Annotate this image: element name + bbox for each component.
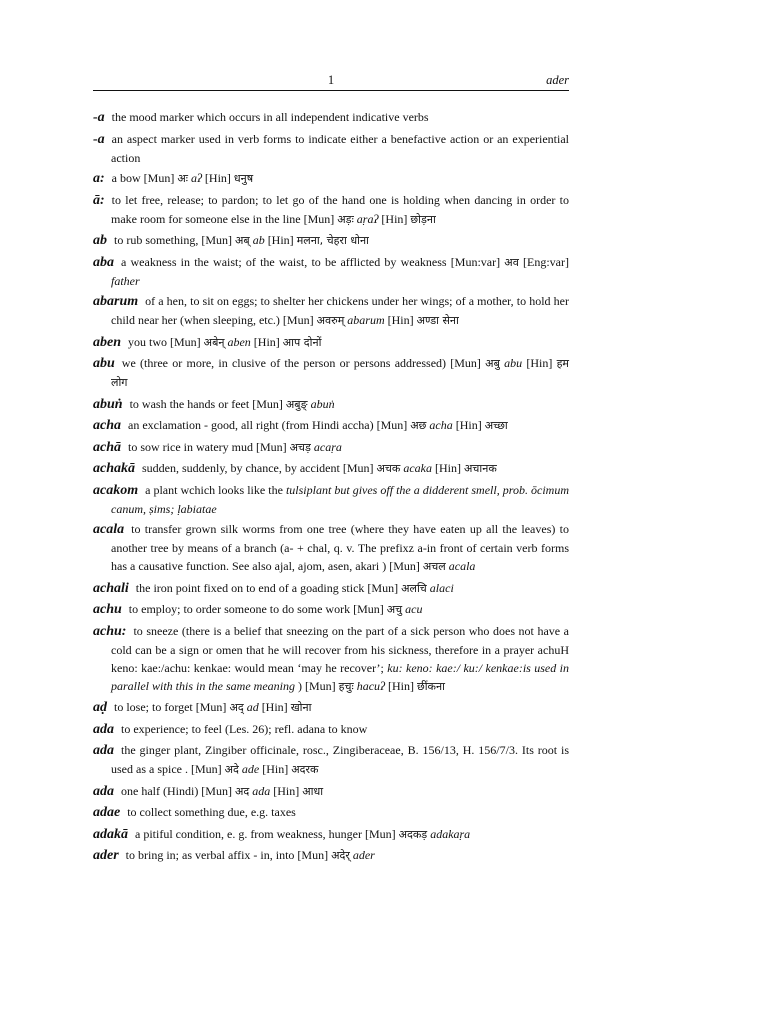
transliteration: abarum [347,313,385,327]
transliteration: ku: keno: kae:/ ku:/ kenkae:is used in parallel with this in the same meaning [111,660,569,693]
definition-text: [Hin] [250,334,283,349]
definition-text: [Eng:var] [518,254,569,269]
definition-text: [Hin] [270,783,303,798]
transliteration: acaka [403,461,432,475]
definition-text: to sow rice in watery mud [Mun] [128,439,290,454]
headword: abu [93,356,115,371]
devanagari-form: अचल [422,560,446,573]
definition-text: [Hin] [264,233,297,247]
definition-text: an aspect marker used in verb forms to indicate either a benefactive action or an experiential action [111,131,569,165]
headword: acha [93,418,121,433]
dictionary-entry [93,108,569,127]
transliteration: hacuʔ [356,678,385,693]
definition-text: to lose; to forget [Mun] [114,700,230,714]
devanagari-form: अबु [485,357,500,370]
definition-text: one half (Hindi) [Mun] [121,783,235,798]
headword: abuṅ [93,396,123,412]
headword: achā [93,439,121,455]
definition-text: of a hen, to sit on eggs; to shelter her chickens under her wings; of a mother, to hold her child near her (when sleeping, etc.) [Mun] [111,294,569,327]
definition-text: we (three or more, in clusive of the person or persons addressed) [Mun] [121,356,486,370]
headword: aḍ [93,700,107,715]
definition-text: the ginger plant, Zingiber officinale, rosc., Zingiberaceae, B. 156/13, H. 156/7/3. Its root is used as a spice . [Mun] [111,743,569,776]
headword: achali [93,580,129,596]
devanagari-form: अच्छा [484,419,508,432]
headword: a: [93,171,105,186]
transliteration: tulsiplant but gives off the a didderent smell, prob. ōcimum canum, ṣims; ḷabiatae [111,482,570,516]
definition-text: [Hin] [378,211,411,226]
definition-text: a pitiful condition, e. g. from weakness, hunger [Mun] [135,826,399,841]
dictionary-entry [93,253,569,290]
dictionary-entry [93,741,569,779]
definition-text: [Hin] [259,762,292,776]
dictionary-entry [93,846,569,865]
headword: aba [93,254,114,270]
dictionary-entry [93,698,569,717]
definition-text: an exclamation - good, all right (from Hindi accha) [Mun] [128,418,411,432]
dictionary-entry [93,481,569,518]
dictionary-entry [93,130,569,167]
headword: ab [93,233,107,248]
devanagari-form: अब् [235,234,250,247]
headword: -a [93,131,105,147]
devanagari-form: अद [234,784,250,798]
devanagari-form: अछ [410,419,427,432]
devanagari-form: अबेन् [203,335,225,349]
headword: adakā [93,826,128,842]
devanagari-form: अदेर् [331,849,350,862]
dictionary-entry [93,438,569,457]
definition-text: to bring in; as verbal affix - in, into [Mun] [125,848,332,862]
dictionary-entry [93,395,569,414]
dictionary-entry [93,459,569,478]
definition-text: [Hin] [258,700,291,714]
transliteration: acha [429,418,453,432]
devanagari-form: अण्डा सेना [416,314,459,327]
definition-text: [Hin] [384,313,417,327]
dictionary-entry [93,579,569,598]
definition-text: [Hin] [385,678,417,693]
dictionary-entry [93,333,569,352]
headword: achu [93,602,122,617]
transliteration: alaci [429,580,454,595]
devanagari-form: अदरक [291,763,319,776]
devanagari-form: हम लोग [111,357,570,389]
devanagari-form: आप दोनों [282,335,322,349]
transliteration: father [111,273,140,288]
devanagari-form: छोड़ना [410,212,436,226]
definition-text: [Hin] [201,171,234,185]
dictionary-entry [93,600,569,619]
headword: ader [93,848,119,863]
definition-text: a weakness in the waist; of the waist, to be afflicted by weakness [Mun:var] [121,254,505,269]
transliteration: aben [227,334,251,349]
transliteration: acu [405,602,423,616]
devanagari-form: धनुष [233,172,254,185]
entry-list [93,108,569,868]
devanagari-form: अचानक [464,462,497,475]
dictionary-entry [93,354,569,392]
headword: abarum [93,294,139,309]
dictionary-entry [93,416,569,435]
devanagari-form: खोना [290,701,312,714]
definition-text: you two [Mun] [128,334,204,349]
definition-text: to let free, release; to pardon; to let go of the hand one is holding when dancing in order to make room for someone else in the line [Mun] [111,192,569,226]
dictionary-entry [93,825,569,844]
devanagari-form: अः [177,172,188,185]
transliteration: ader [352,848,375,862]
definition-text: to wash the hands or feet [Mun] [129,396,286,411]
transliteration: abuṅ [310,396,335,411]
definition-text: to collect something due, e.g. taxes [127,805,296,819]
devanagari-form: अलचि [401,581,427,595]
definition-text: to employ; to order someone to do some work [Mun] [128,602,387,616]
devanagari-form: हचुः [338,679,354,693]
headword: ada [93,721,114,737]
devanagari-form: छींकना [417,679,445,693]
dictionary-entry [93,803,569,822]
transliteration: ab [252,233,265,247]
definition-text: a bow [Mun] [111,171,178,185]
devanagari-form: अदे [224,763,239,776]
headword: acakom [93,482,139,498]
definition-text: [Hin] [432,461,464,475]
definition-text: ) [Mun] [295,678,339,693]
transliteration: ad [246,700,259,714]
dictionary-entry [93,622,569,696]
definition-text: sudden, suddenly, by chance, by accident [Mun] [142,461,377,475]
definition-text: to experience; to feel (Les. 26); refl. adana to know [121,721,368,736]
headword: ada [93,783,114,799]
transliteration: acaṛa [313,439,342,454]
devanagari-form: अबुङ् [285,397,308,411]
transliteration: ade [241,762,260,776]
devanagari-form: अव [504,255,519,269]
definition-text: to sneeze (there is a belief that sneezing on the part of a sick person who does not have a cold can be a sign or omen that he will recover from his sickness, therefore in a prayer achuH keno: kae:/achu: kenkae: would mean ‘may he recover’; [111,623,569,675]
devanagari-form: अड़ः [337,212,354,226]
dictionary-entry [93,169,569,188]
headword: achakā [93,461,135,476]
dictionary-entry [93,520,569,576]
transliteration: abu [504,356,523,370]
headword: aben [93,334,121,350]
devanagari-form: अचक [376,462,401,475]
headword: adae [93,805,121,820]
devanagari-form: अदकड़ [398,827,428,841]
devanagari-form: आधा [302,784,324,798]
running-header [93,72,569,91]
devanagari-form: अद् [229,701,244,714]
definition-text: the iron point fixed on to end of a goading stick [Mun] [135,580,402,595]
page-number: 1 [327,73,335,87]
dictionary-entry [93,191,569,229]
dictionary-entry [93,292,569,330]
definition-text: the mood marker which occurs in all independent indicative verbs [111,110,429,124]
transliteration: adakaṛa [430,826,471,841]
devanagari-form: अवरुम् [316,314,345,327]
guide-word: ader [546,73,569,87]
headword: achu: [93,623,127,639]
definition-text: [Hin] [522,356,557,370]
headword: ā: [93,192,105,208]
transliteration: aʔ [190,171,202,185]
definition-text: [Hin] [452,418,485,432]
transliteration: aṛaʔ [356,211,379,226]
definition-text: a plant wchich looks like the [145,482,286,497]
headword: -a [93,110,105,125]
transliteration: ada [252,783,271,798]
definition-text: to transfer grown silk worms from one tree (where they have eaten up all the leaves) to another tree by means of a branch (a- + chal, q. v. The prefixz a-in front of certain verb forms has a causative function. See also ajal, ajom, asen, akari ) [Mun] [111,522,569,573]
dictionary-entry [93,231,569,250]
headword: ada [93,743,114,758]
dictionary-entry [93,782,569,801]
devanagari-form: अचड़ [289,440,311,454]
headword: acala [93,522,125,537]
devanagari-form: अचु [386,603,403,616]
definition-text: to rub something, [Mun] [114,233,235,247]
devanagari-form: मलना, चेहरा धोना [296,234,369,247]
transliteration: acala [448,559,476,573]
dictionary-entry [93,720,569,739]
